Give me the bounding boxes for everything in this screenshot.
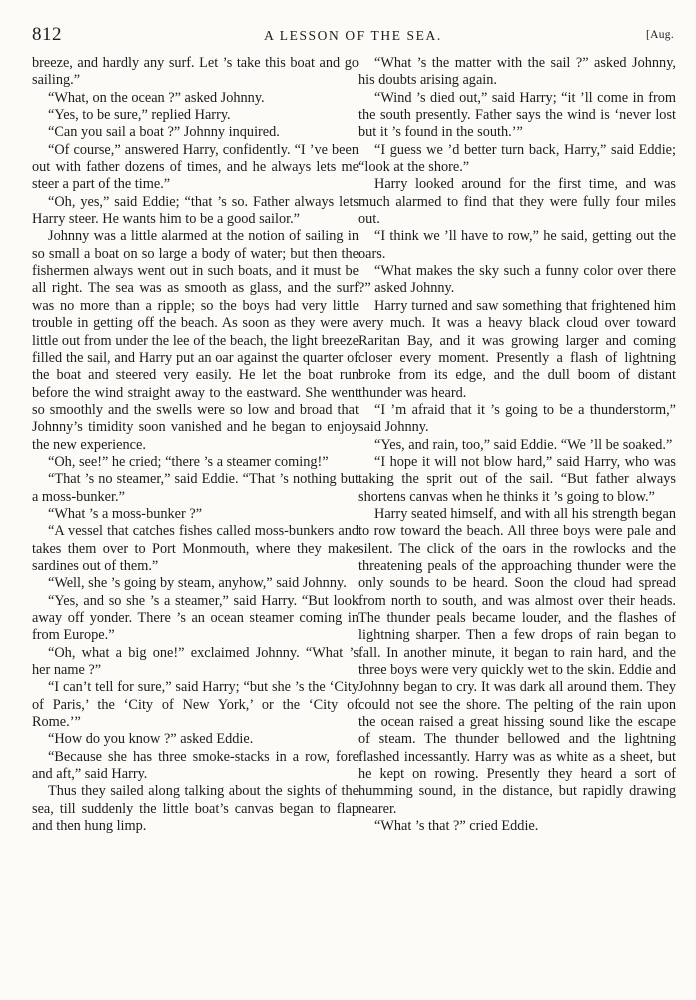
paragraph: “What ’s that ?” cried Eddie. <box>374 818 539 835</box>
paragraph: “Yes, and rain, too,” said Eddie. “We ’ll be soaked.” <box>374 436 673 453</box>
paragraph: “What ’s the matter with the sail ?” asked Johnny, his doubts arising again. <box>358 55 676 89</box>
paragraph: “Of course,” answered Harry, confidently. “I ’ve been out with father dozens of times, and he always lets me steer a part of the time.” <box>32 141 359 193</box>
paragraph: “How do you know ?” asked Eddie. <box>48 731 254 748</box>
month-label: [Aug. <box>645 29 674 41</box>
page-header <box>32 24 674 46</box>
paragraph: breeze, and hardly any surf. Let ’s take this boat and go sailing.” <box>32 55 359 89</box>
paragraph: “Yes, and so she ’s a steamer,” said Harry. “But look away off yonder. There ’s an ocean steamer coming in from Europe.” <box>32 592 359 644</box>
paragraph: “Wind ’s died out,” said Harry; “it ’ll come in from the south presently. Father says the wind is ‘never lost but it ’s found in the south.’” <box>358 89 676 141</box>
paragraph: “What, on the ocean ?” asked Johnny. <box>48 89 265 106</box>
page-number: 812 <box>32 24 62 45</box>
paragraph: Harry seated himself, and with all his strength began to row toward the beach. All three boys were pale and silent. The click of the oars in the rowlocks and the threatening peals of the approaching thunder were the only sounds to be heard. Soon the cloud had spread from north to south, and was almost over their heads. The thunder peals became louder, and the flashes of lightning sharper. Then a few drops of rain began to fall. In another minute, it began to rain hard, and the three boys were very quickly wet to the skin. Eddie and Johnny began to cry. It was dark all around them. They could not see the shore. The pelting of the rain upon the ocean raised a great hissing sound like the escape of steam. The thunder bellowed and the lightning flashed incessantly. Harry was as white as a sheet, but he kept on rowing. Presently they heard a sort of humming sound, in the distance, but rapidly drawing nearer. <box>358 505 677 817</box>
paragraph: Harry turned and saw something that frightened him very much. It was a heavy black cloud over toward Raritan Bay, and it was growing larger and coming closer every moment. Presently a flash of lightning broke from its edge, and the dull boom of distant thunder was heard. <box>358 297 676 401</box>
paragraph: “What makes the sky such a funny color over there ?” asked Johnny. <box>358 263 676 297</box>
paragraph: “Because she has three smoke-stacks in a row, fore and aft,” said Harry. <box>32 748 359 783</box>
paragraph: “I can’t tell for sure,” said Harry; “but she ’s the ‘City of Paris,’ the ‘City of New York,’ or the ‘City of Rome.’” <box>32 679 359 731</box>
paragraph: “I hope it will not blow hard,” said Harry, who was taking the sprit out of the sail. “But father always shortens canvas when he thinks it ’s going to blow.” <box>358 453 676 505</box>
paragraph: “I guess we ’d better turn back, Harry,” said Eddie; “look at the shore.” <box>358 141 676 176</box>
paragraph: Harry looked around for the first time, and was much alarmed to find that they were fully four miles out. <box>358 176 676 228</box>
running-title: A LESSON OF THE SEA. <box>264 28 442 43</box>
right-column <box>358 55 676 835</box>
paragraph: “Oh, what a big one!” exclaimed Johnny. “What ’s her name ?” <box>32 644 359 679</box>
paragraph: Thus they sailed along talking about the sights of the sea, till suddenly the little boat’s canvas began to flap and then hung limp. <box>32 783 359 835</box>
left-column <box>32 55 359 835</box>
paragraph: “Oh, yes,” said Eddie; “that ’s so. Father always lets Harry steer. He wants him to be a good sailor.” <box>32 193 359 228</box>
paragraph: “Yes, to be sure,” replied Harry. <box>48 107 231 124</box>
paragraph: “I think we ’ll have to row,” he said, getting out the oars. <box>358 228 676 262</box>
paragraph: “I ’m afraid that it ’s going to be a thunderstorm,” said Johnny. <box>358 401 676 436</box>
paragraph: “Can you sail a boat ?” Johnny inquired. <box>48 124 280 141</box>
paragraph: “Well, she ’s going by steam, anyhow,” said Johnny. <box>48 575 347 592</box>
paragraph: Johnny was a little alarmed at the notion of sailing in so small a boat on so large a body of water; but then the fishermen always went out in such boats, and it must be all right. The sea was as smooth as glass, and the surf was no more than a ripple; so the boys had very little trouble in getting off the beach. As soon as they were a little out from under the lee of the beach, the light breeze filled the sail, and Harry put an oar against the quarter of the boat and steered very easily. He let the boat run before the wind straight away to the eastward. She went so smoothly and the swells were so low and broad that Johnny’s timidity soon vanished and he began to enjoy the new experience. <box>32 228 359 453</box>
paragraph: “That ’s no steamer,” said Eddie. “That ’s nothing but a moss-bunker.” <box>32 471 359 505</box>
paragraph: “What ’s a moss-bunker ?” <box>48 505 203 522</box>
paragraph: “Oh, see!” he cried; “there ’s a steamer coming!” <box>48 453 329 470</box>
paragraph: “A vessel that catches fishes called moss-bunkers and takes them over to Port Monmouth, where they make sardines out of them.” <box>32 523 359 574</box>
